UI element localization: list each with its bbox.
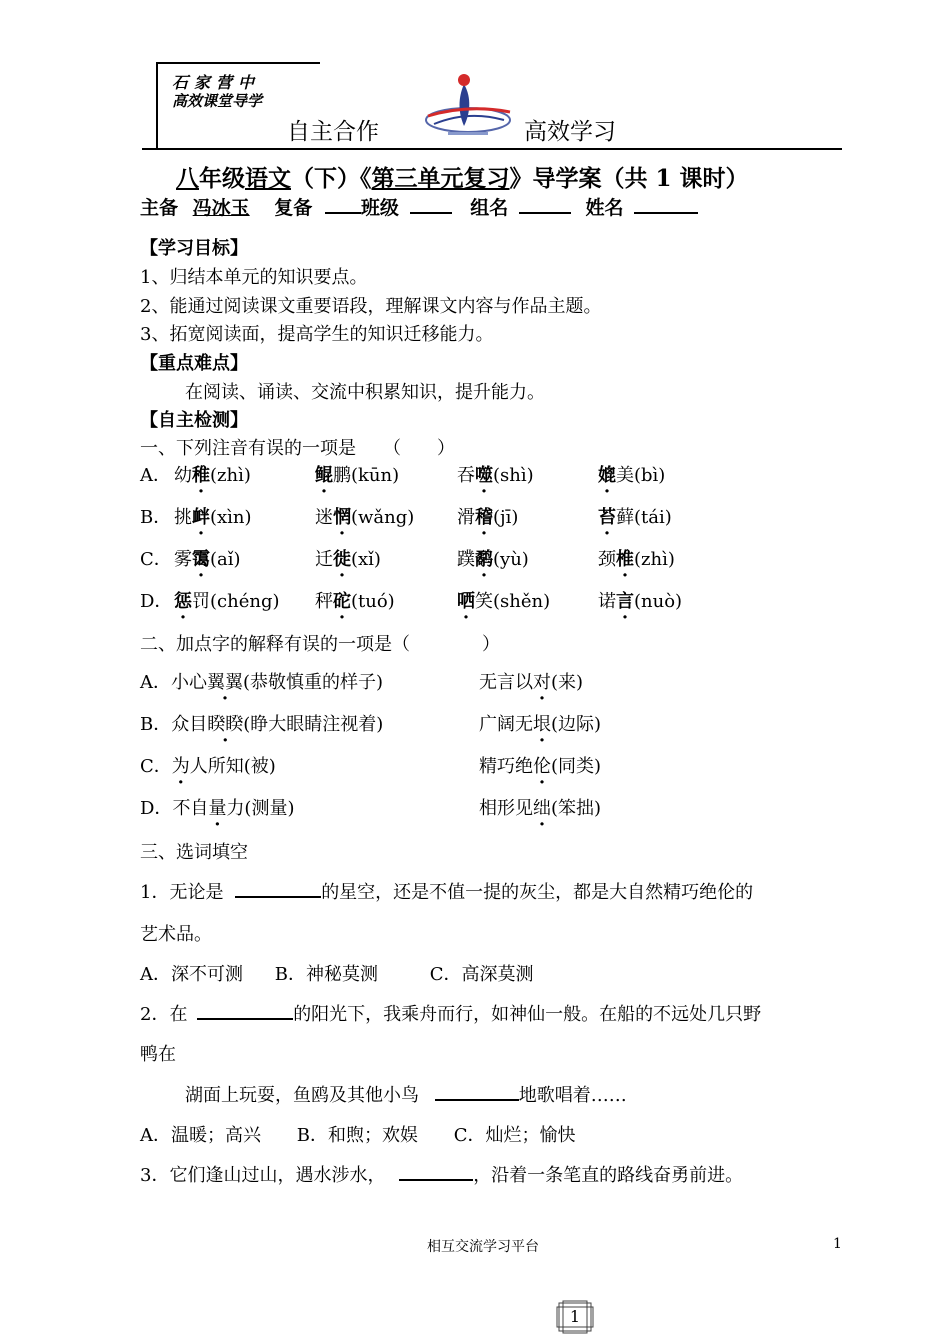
q1-option-c[interactable] bbox=[140, 545, 675, 571]
q2-right-item bbox=[479, 752, 601, 778]
plain-text: 地歌唱着…… bbox=[518, 1085, 627, 1106]
plain-text: 不自 bbox=[172, 798, 209, 819]
page-title bbox=[176, 160, 749, 193]
q2-stem: 二、加点字的解释有误的一项是（ ） bbox=[140, 634, 500, 655]
fill-blank[interactable] bbox=[399, 1163, 473, 1181]
review-blank[interactable] bbox=[325, 196, 361, 214]
slogan-right: 高效学习 bbox=[524, 119, 616, 145]
option-label: B． bbox=[140, 714, 172, 735]
dotted-char: 苔 bbox=[598, 507, 616, 528]
choice-option[interactable]: B．神秘莫测 bbox=[274, 964, 378, 985]
goal-item: 3、拓宽阅读面，提高学生的知识迁移能力。 bbox=[140, 324, 494, 345]
title-part1: 年级 bbox=[199, 165, 245, 192]
plain-text: (aǐ) bbox=[210, 549, 241, 570]
plain-text: 1．无论是 bbox=[140, 882, 224, 903]
q3-sentence-2-cont: 鸭在 bbox=[140, 1044, 176, 1065]
q3-sentence-2-line3 bbox=[185, 1081, 627, 1107]
q2-option-c[interactable] bbox=[140, 752, 602, 778]
plain-text: ，沿着一条笔直的路线奋勇前进。 bbox=[473, 1165, 744, 1186]
header-divider bbox=[142, 148, 842, 150]
option-label: A． bbox=[140, 672, 171, 693]
goal-item: 1、归结本单元的知识要点。 bbox=[140, 267, 368, 288]
q1-stem: 一、下列注音有误的一项是 （ ） bbox=[140, 438, 455, 459]
plain-text: 幼 bbox=[174, 465, 192, 486]
pinyin-item bbox=[315, 545, 381, 571]
plain-text: 颈 bbox=[598, 549, 616, 570]
title-unit: 第三单元复习 bbox=[371, 165, 510, 192]
fill-blank[interactable] bbox=[197, 1002, 293, 1020]
dotted-char: 椎 bbox=[616, 549, 634, 570]
class-label: 班级 bbox=[360, 197, 399, 219]
plain-text: (睁大眼睛注视着) bbox=[243, 714, 384, 735]
q1-option-b[interactable] bbox=[140, 503, 672, 529]
option-label: A． bbox=[140, 465, 171, 486]
name-blank[interactable] bbox=[634, 196, 698, 214]
option-label: C． bbox=[140, 549, 172, 570]
dotted-char: 哂 bbox=[457, 591, 475, 612]
option-label: C． bbox=[140, 756, 172, 777]
pinyin-item bbox=[174, 461, 251, 487]
q3-options-2 bbox=[140, 1121, 575, 1147]
dotted-char: 稽 bbox=[475, 507, 493, 528]
pinyin-item bbox=[457, 503, 518, 529]
plain-text: (yù) bbox=[493, 549, 529, 570]
q3-sentence-1-cont: 艺术品。 bbox=[140, 924, 212, 945]
plain-text: (边际) bbox=[551, 714, 602, 735]
q2-right-item bbox=[479, 794, 601, 820]
dotted-char: 为 bbox=[171, 756, 190, 777]
pinyin-item bbox=[598, 461, 665, 487]
title-part4: 课时） bbox=[679, 165, 749, 192]
pinyin-item bbox=[315, 587, 395, 613]
plain-text: 迷 bbox=[315, 507, 333, 528]
dotted-char: 量 bbox=[208, 798, 227, 819]
plain-text: 诺 bbox=[598, 591, 616, 612]
plain-text: 的阳光下，我乘舟而行，如神仙一般。在船的不远处几只野 bbox=[293, 1004, 762, 1025]
plain-text: 罚(chéng) bbox=[192, 591, 280, 612]
pinyin-item bbox=[174, 503, 252, 529]
plain-text: 迁 bbox=[315, 549, 333, 570]
title-count: 1 bbox=[655, 165, 672, 192]
group-label: 组名 bbox=[470, 197, 509, 219]
q2-option-d[interactable] bbox=[140, 794, 602, 820]
plain-text: (shì) bbox=[493, 465, 534, 486]
dotted-char: 衅 bbox=[192, 507, 210, 528]
school-name: 石家营中 bbox=[172, 73, 261, 92]
plain-text: 精巧绝 bbox=[479, 756, 533, 777]
footer-page-number: 1 bbox=[833, 1236, 842, 1252]
dotted-char: 伦 bbox=[533, 756, 551, 777]
plain-text: 2．在 bbox=[140, 1004, 188, 1025]
plain-text: (wǎng) bbox=[351, 507, 415, 528]
q1-option-d[interactable] bbox=[140, 587, 683, 613]
plain-text: 小心 bbox=[171, 672, 207, 693]
plain-text: (jī) bbox=[493, 507, 519, 528]
q2-right-item bbox=[479, 668, 583, 694]
pinyin-item bbox=[174, 587, 280, 613]
q2-option-a[interactable] bbox=[140, 668, 584, 694]
option-label: D． bbox=[140, 798, 173, 819]
plain-text: 雾 bbox=[174, 549, 192, 570]
fill-blank[interactable] bbox=[235, 880, 321, 898]
plain-text: 蹼 bbox=[457, 549, 475, 570]
review-label: 复备 bbox=[274, 197, 313, 219]
choice-option[interactable]: A．温暖；高兴 bbox=[140, 1125, 261, 1146]
plain-text: 滑 bbox=[457, 507, 475, 528]
focus-text: 在阅读、诵读、交流中积累知识，提升能力。 bbox=[185, 382, 545, 403]
plain-text: (zhì) bbox=[210, 465, 251, 486]
plain-text: 广阔无 bbox=[479, 714, 533, 735]
plain-text: (zhì) bbox=[634, 549, 675, 570]
name-label: 姓名 bbox=[585, 197, 624, 219]
dotted-char: 言 bbox=[616, 591, 634, 612]
q3-sentence-1 bbox=[140, 878, 753, 904]
plain-text: 的星空，还是不值一提的灰尘，都是大自然精巧绝伦的 bbox=[321, 882, 754, 903]
choice-option[interactable]: B．和煦；欢娱 bbox=[296, 1125, 418, 1146]
q2-option-b[interactable] bbox=[140, 710, 602, 736]
dotted-char: 睽睽 bbox=[207, 714, 244, 735]
plain-text: 吞 bbox=[457, 465, 475, 486]
pinyin-item bbox=[315, 503, 414, 529]
plain-text: (xìn) bbox=[210, 507, 252, 528]
dotted-char: 霭 bbox=[192, 549, 210, 570]
choice-option[interactable]: C．灿烂；愉快 bbox=[453, 1125, 576, 1146]
choice-option[interactable]: C．高深莫测 bbox=[429, 964, 534, 985]
pinyin-item bbox=[174, 545, 241, 571]
plain-text: 无言以 bbox=[479, 672, 533, 693]
dotted-char: 惩 bbox=[174, 591, 192, 612]
slogan-left: 自主合作 bbox=[287, 119, 379, 145]
plain-text: 力(测量) bbox=[226, 798, 295, 819]
plain-text: 鹏(kūn) bbox=[333, 465, 400, 486]
title-subject: 语文 bbox=[245, 165, 291, 192]
dotted-char: 鲲 bbox=[315, 465, 333, 486]
dotted-char: 翼翼 bbox=[207, 672, 243, 693]
plain-text: 众目 bbox=[171, 714, 208, 735]
plain-text: 笑(shěn) bbox=[475, 591, 551, 612]
title-part2: （下）《 bbox=[291, 165, 372, 192]
plain-text: 3．它们逢山过山，遇水涉水， bbox=[140, 1165, 386, 1186]
plain-text: (tuó) bbox=[351, 591, 395, 612]
meta-line bbox=[140, 193, 698, 220]
school-logo-icon bbox=[418, 66, 518, 144]
title-grade: 八 bbox=[176, 165, 199, 192]
goals-heading: 【学习目标】 bbox=[140, 238, 248, 259]
plain-text: 湖面上玩耍，鱼鸥及其他小鸟 bbox=[185, 1085, 419, 1106]
dotted-char: 对 bbox=[533, 672, 551, 693]
pinyin-item bbox=[315, 461, 399, 487]
q1-option-a[interactable] bbox=[140, 461, 666, 487]
plain-text: (恭敬慎重的样子) bbox=[243, 672, 384, 693]
pinyin-item bbox=[598, 587, 682, 613]
plain-text: 挑 bbox=[174, 507, 192, 528]
dotted-char: 垠 bbox=[533, 714, 551, 735]
plain-text: (xǐ) bbox=[351, 549, 381, 570]
plain-text: 人所知(被) bbox=[189, 756, 276, 777]
author-name: 冯冰玉 bbox=[192, 197, 250, 219]
q2-right-item bbox=[479, 710, 601, 736]
dotted-char: 鹬 bbox=[475, 549, 493, 570]
dotted-char: 徙 bbox=[333, 549, 351, 570]
dotted-char: 稚 bbox=[192, 465, 210, 486]
plain-text: 藓(tái) bbox=[616, 507, 672, 528]
q3-sentence-2 bbox=[140, 1000, 761, 1026]
pinyin-item bbox=[457, 587, 550, 613]
plain-text: (同类) bbox=[551, 756, 602, 777]
pinyin-item bbox=[598, 545, 675, 571]
pinyin-item bbox=[598, 503, 672, 529]
plain-text: 美(bì) bbox=[616, 465, 666, 486]
author-label: 主备 bbox=[140, 197, 179, 219]
choice-option[interactable]: A．深不可测 bbox=[140, 964, 243, 985]
footer-platform: 相互交流学习平台 bbox=[427, 1239, 539, 1255]
dotted-char: 媲 bbox=[598, 465, 616, 486]
focus-heading: 【重点难点】 bbox=[140, 353, 248, 374]
plain-text: 相形见 bbox=[479, 798, 533, 819]
option-label: D． bbox=[140, 591, 173, 612]
title-part3: 》导学案（共 bbox=[509, 165, 648, 192]
q3-stem: 三、选词填空 bbox=[140, 842, 248, 863]
check-heading: 【自主检测】 bbox=[140, 410, 248, 431]
school-subtitle: 高效课堂导学 bbox=[172, 92, 263, 110]
q3-sentence-3 bbox=[140, 1161, 743, 1187]
plain-text: 秤 bbox=[315, 591, 333, 612]
q3-options-1 bbox=[140, 960, 533, 986]
dotted-char: 噬 bbox=[475, 465, 493, 486]
group-blank[interactable] bbox=[519, 196, 571, 214]
plain-text: (nuò) bbox=[634, 591, 683, 612]
dotted-char: 绌 bbox=[533, 798, 551, 819]
class-blank[interactable] bbox=[410, 196, 452, 214]
goal-item: 2、能通过阅读课文重要语段，理解课文内容与作品主题。 bbox=[140, 296, 602, 317]
page-badge-number: 1 bbox=[569, 1307, 581, 1326]
pinyin-item bbox=[457, 461, 534, 487]
plain-text: (来) bbox=[551, 672, 584, 693]
dotted-char: 惘 bbox=[333, 507, 351, 528]
pinyin-item bbox=[457, 545, 529, 571]
dotted-char: 砣 bbox=[333, 591, 351, 612]
option-label: B． bbox=[140, 507, 172, 528]
fill-blank[interactable] bbox=[435, 1083, 519, 1101]
page-badge bbox=[556, 1300, 594, 1334]
plain-text: (笨拙) bbox=[551, 798, 602, 819]
